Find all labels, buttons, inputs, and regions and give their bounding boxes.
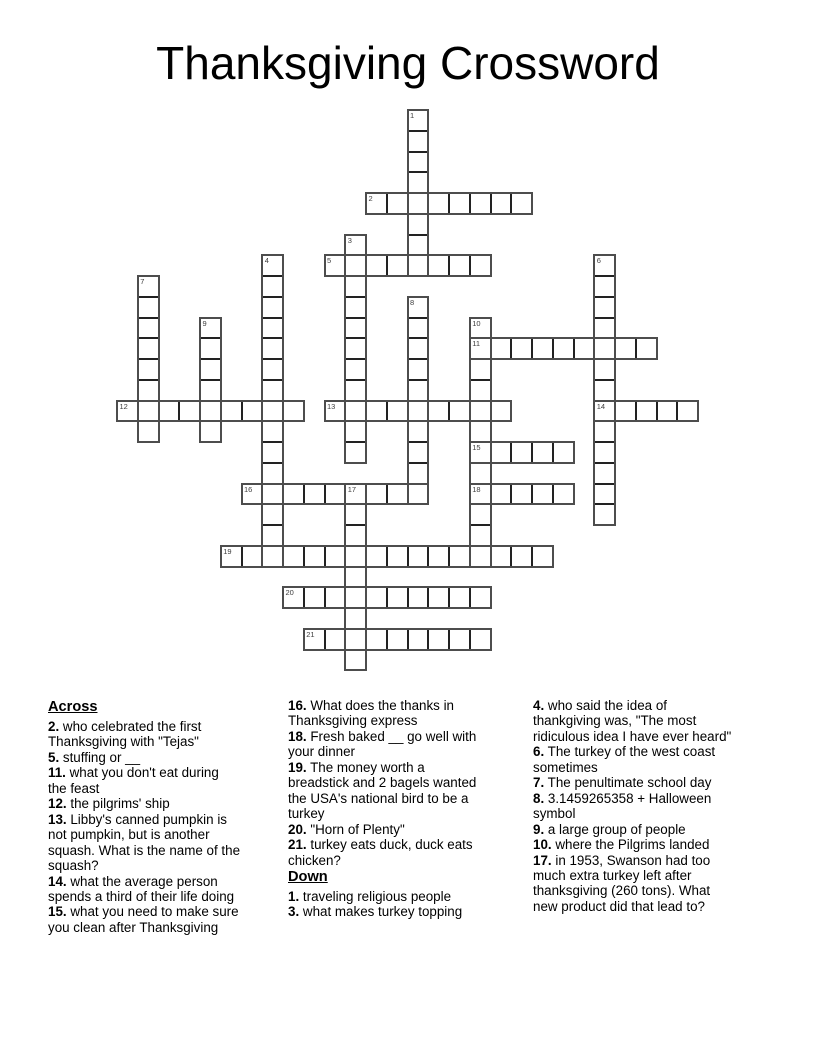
grid-cell[interactable] bbox=[491, 193, 512, 214]
grid-cell[interactable] bbox=[387, 484, 408, 505]
cell-number: 1 bbox=[410, 111, 415, 120]
cell-number: 3 bbox=[347, 235, 352, 245]
grid-cell[interactable] bbox=[138, 338, 159, 359]
clue-3: 3. what makes turkey topping bbox=[288, 904, 463, 920]
grid-cell[interactable] bbox=[366, 255, 387, 276]
grid-cell[interactable] bbox=[470, 380, 491, 401]
cell-number: 14 bbox=[596, 401, 606, 411]
grid-cell[interactable] bbox=[117, 401, 138, 422]
cell-number: 16 bbox=[244, 484, 253, 494]
cell-number: 7 bbox=[140, 277, 145, 286]
clue-20: 20. "Horn of Plenty" bbox=[288, 821, 405, 837]
clue-17: 17. in 1953, Swanson had too much extra turkey left after thanksgiving (260 tons). What new product did that lead to? bbox=[533, 852, 711, 914]
cell-number: 17 bbox=[347, 484, 357, 494]
grid-cell[interactable] bbox=[470, 401, 491, 422]
grid-cell[interactable] bbox=[262, 401, 283, 422]
cell-number: 9 bbox=[202, 318, 207, 328]
grid-cell[interactable] bbox=[262, 525, 283, 546]
grid-cell[interactable] bbox=[408, 110, 429, 131]
cell-number: 5 bbox=[327, 256, 332, 266]
grid-cell[interactable] bbox=[138, 318, 159, 339]
clue-6: 6. The turkey of the west coast sometimes bbox=[533, 744, 716, 775]
grid-cell[interactable] bbox=[408, 193, 429, 214]
grid-cell[interactable] bbox=[325, 401, 346, 422]
grid-cell[interactable] bbox=[594, 297, 615, 318]
grid-cell[interactable] bbox=[387, 629, 408, 650]
clue-10: 10. where the Pilgrims landed bbox=[533, 837, 710, 853]
clue-number: 10. bbox=[533, 837, 552, 853]
grid-cell[interactable] bbox=[553, 338, 574, 359]
grid-cell[interactable] bbox=[636, 401, 657, 422]
grid-cell[interactable] bbox=[345, 442, 366, 463]
grid-cell[interactable] bbox=[615, 401, 636, 422]
grid-cell[interactable] bbox=[262, 318, 283, 339]
clue-number: 12. bbox=[48, 796, 67, 812]
clue-number: 7. bbox=[533, 775, 545, 791]
grid-cell[interactable] bbox=[594, 318, 615, 339]
grid-cell[interactable] bbox=[677, 401, 698, 422]
grid-cell[interactable] bbox=[221, 401, 242, 422]
grid-cell[interactable] bbox=[532, 484, 553, 505]
grid-cell[interactable] bbox=[511, 193, 532, 214]
grid-cell[interactable] bbox=[387, 193, 408, 214]
grid-cell[interactable] bbox=[428, 255, 449, 276]
clue-14: 14. what the average person spends a third of their life doing bbox=[48, 873, 235, 904]
grid-cell[interactable] bbox=[200, 421, 221, 442]
grid-cell[interactable] bbox=[511, 338, 532, 359]
clue-number: 6. bbox=[533, 744, 545, 760]
grid-cell[interactable] bbox=[594, 442, 615, 463]
grid-cell[interactable] bbox=[262, 297, 283, 318]
grid-cell[interactable] bbox=[242, 401, 263, 422]
grid-cell[interactable] bbox=[408, 255, 429, 276]
grid-cell[interactable] bbox=[470, 463, 491, 484]
grid-cell[interactable] bbox=[470, 255, 491, 276]
grid-cell[interactable] bbox=[615, 338, 636, 359]
grid-cell[interactable] bbox=[242, 546, 263, 567]
cell-number: 19 bbox=[223, 546, 232, 556]
grid-cell[interactable] bbox=[345, 338, 366, 359]
grid-cell[interactable] bbox=[594, 276, 615, 297]
clue-number: 20. bbox=[288, 821, 307, 837]
grid-cell[interactable] bbox=[345, 255, 366, 276]
grid-cell[interactable] bbox=[408, 421, 429, 442]
grid-cell[interactable] bbox=[408, 235, 429, 256]
clue-number: 1. bbox=[288, 888, 300, 904]
clue-number: 5. bbox=[48, 749, 60, 765]
grid-cell[interactable] bbox=[262, 442, 283, 463]
grid-cell[interactable] bbox=[366, 587, 387, 608]
grid-cell[interactable] bbox=[594, 463, 615, 484]
grid-cell[interactable] bbox=[511, 442, 532, 463]
grid-cell[interactable] bbox=[138, 359, 159, 380]
clue-number: 11. bbox=[48, 765, 66, 781]
grid-cell[interactable] bbox=[408, 587, 429, 608]
grid-cell[interactable] bbox=[345, 608, 366, 629]
grid-cell[interactable] bbox=[366, 401, 387, 422]
cell-number: 20 bbox=[285, 588, 294, 598]
grid-cell[interactable] bbox=[594, 255, 615, 276]
cell-number: 13 bbox=[327, 401, 336, 411]
grid-cell[interactable] bbox=[262, 359, 283, 380]
cell-number: 10 bbox=[472, 318, 481, 328]
clue-number: 3. bbox=[288, 904, 300, 920]
grid-cell[interactable] bbox=[636, 338, 657, 359]
clue-1: 1. traveling religious people bbox=[288, 888, 452, 904]
grid-cell[interactable] bbox=[387, 546, 408, 567]
grid-cell[interactable] bbox=[408, 484, 429, 505]
grid-cell[interactable] bbox=[553, 442, 574, 463]
grid-cell[interactable] bbox=[491, 546, 512, 567]
clue-column-3 bbox=[533, 698, 762, 914]
clue-number: 2. bbox=[48, 719, 60, 734]
grid-cell[interactable] bbox=[449, 629, 470, 650]
grid-cell[interactable] bbox=[345, 318, 366, 339]
grid-cell[interactable] bbox=[138, 401, 159, 422]
grid-cell[interactable] bbox=[345, 401, 366, 422]
grid-cell[interactable] bbox=[138, 380, 159, 401]
grid-cell[interactable] bbox=[345, 484, 366, 505]
grid-cell[interactable] bbox=[408, 380, 429, 401]
grid-cell[interactable] bbox=[408, 297, 429, 318]
grid-cell[interactable] bbox=[325, 587, 346, 608]
grid-cell[interactable] bbox=[345, 587, 366, 608]
grid-cell[interactable] bbox=[283, 546, 304, 567]
clue-11: 11. what you don't eat during the feast bbox=[48, 765, 219, 796]
grid-cell[interactable] bbox=[262, 276, 283, 297]
grid-cell[interactable] bbox=[345, 567, 366, 588]
across-header: Across bbox=[48, 699, 98, 715]
grid-cell[interactable] bbox=[594, 380, 615, 401]
grid-cell[interactable] bbox=[304, 587, 325, 608]
grid-cell[interactable] bbox=[491, 442, 512, 463]
grid-cell[interactable] bbox=[408, 442, 429, 463]
grid-cell[interactable] bbox=[325, 629, 346, 650]
grid-cell[interactable] bbox=[428, 587, 449, 608]
grid-cell[interactable] bbox=[491, 484, 512, 505]
cell-number: 8 bbox=[410, 297, 415, 307]
grid-cell[interactable] bbox=[200, 359, 221, 380]
grid-cell[interactable] bbox=[345, 380, 366, 401]
grid-cell[interactable] bbox=[594, 338, 615, 359]
clue-15: 15. what you need to make sure you clean after Thanksgiving bbox=[48, 904, 239, 935]
grid-cell[interactable] bbox=[325, 546, 346, 567]
grid-cell[interactable] bbox=[200, 380, 221, 401]
grid-cell[interactable] bbox=[345, 359, 366, 380]
grid-cell[interactable] bbox=[159, 401, 180, 422]
grid-cell[interactable] bbox=[470, 587, 491, 608]
puzzle-title: Thanksgiving Crossword bbox=[156, 37, 660, 89]
grid-cell[interactable] bbox=[345, 276, 366, 297]
clue-4: 4. who said the idea of thankgiving was, "The most ridiculous idea I have ever heard" bbox=[533, 698, 732, 744]
clue-number: 21. bbox=[288, 837, 307, 853]
grid-cell[interactable] bbox=[594, 421, 615, 442]
grid-cell[interactable] bbox=[574, 338, 595, 359]
grid-cell[interactable] bbox=[470, 338, 491, 359]
grid-cell[interactable] bbox=[408, 463, 429, 484]
clue-2: 2. who celebrated the first Thanksgiving with "Tejas" bbox=[48, 719, 202, 750]
grid-cell[interactable] bbox=[366, 484, 387, 505]
grid-cell[interactable] bbox=[138, 297, 159, 318]
grid-cell[interactable] bbox=[345, 546, 366, 567]
grid-cell[interactable] bbox=[387, 401, 408, 422]
cell-number: 18 bbox=[472, 484, 481, 494]
grid-cell[interactable] bbox=[304, 484, 325, 505]
grid-cell[interactable] bbox=[408, 401, 429, 422]
cell-number: 11 bbox=[472, 339, 481, 349]
clue-18: 18. Fresh baked __ go well with your dinner bbox=[288, 728, 477, 760]
grid-cell[interactable] bbox=[594, 401, 615, 422]
clue-5: 5. stuffing or __ bbox=[48, 749, 141, 765]
grid-cell[interactable] bbox=[511, 546, 532, 567]
grid-cell[interactable] bbox=[408, 338, 429, 359]
clue-number: 4. bbox=[533, 698, 545, 713]
grid-cell[interactable] bbox=[470, 546, 491, 567]
clue-12: 12. the pilgrims' ship bbox=[48, 796, 170, 812]
grid-cell[interactable] bbox=[325, 484, 346, 505]
grid-cell[interactable] bbox=[511, 484, 532, 505]
grid-cell[interactable] bbox=[532, 338, 553, 359]
grid-cell[interactable] bbox=[366, 629, 387, 650]
grid-cell[interactable] bbox=[345, 297, 366, 318]
grid-cell[interactable] bbox=[221, 546, 242, 567]
grid-cell[interactable] bbox=[470, 629, 491, 650]
grid-cell[interactable] bbox=[262, 484, 283, 505]
clue-column-1 bbox=[48, 698, 277, 935]
grid-cell[interactable] bbox=[408, 318, 429, 339]
grid-cell[interactable] bbox=[262, 463, 283, 484]
grid-cell[interactable] bbox=[262, 255, 283, 276]
grid-cell[interactable] bbox=[242, 484, 263, 505]
grid-cell[interactable] bbox=[594, 359, 615, 380]
clue-number: 8. bbox=[533, 790, 545, 806]
grid-cell[interactable] bbox=[200, 401, 221, 422]
clue-8: 8. 3.1459265358 + Halloween symbol bbox=[533, 790, 712, 822]
grid-cell[interactable] bbox=[470, 442, 491, 463]
cell-number: 6 bbox=[596, 256, 601, 266]
grid-cell[interactable] bbox=[532, 442, 553, 463]
grid-cell[interactable] bbox=[138, 276, 159, 297]
clue-column-2 bbox=[288, 698, 517, 920]
grid-cell[interactable] bbox=[428, 546, 449, 567]
grid-cell[interactable] bbox=[408, 131, 429, 152]
grid-cell[interactable] bbox=[532, 546, 553, 567]
grid-cell[interactable] bbox=[345, 421, 366, 442]
clue-number: 14. bbox=[48, 873, 67, 889]
grid-cell[interactable] bbox=[304, 629, 325, 650]
grid-cell[interactable] bbox=[408, 214, 429, 235]
grid-cell[interactable] bbox=[470, 193, 491, 214]
grid-cell[interactable] bbox=[470, 421, 491, 442]
clue-21: 21. turkey eats duck, duck eats chicken? bbox=[288, 837, 473, 868]
grid-cell[interactable] bbox=[449, 193, 470, 214]
grid-cell[interactable] bbox=[408, 629, 429, 650]
clue-number: 17. bbox=[533, 852, 552, 868]
grid-cell[interactable] bbox=[262, 421, 283, 442]
grid-cell[interactable] bbox=[657, 401, 678, 422]
grid-cell[interactable] bbox=[200, 338, 221, 359]
cell-number: 21 bbox=[306, 629, 315, 639]
clue-19: 19. The money worth a breadstick and 2 bagels wanted the USA's national bird to be a turkey bbox=[288, 759, 477, 822]
clue-7: 7. The penultimate school day bbox=[533, 775, 712, 791]
grid-cell[interactable] bbox=[449, 401, 470, 422]
grid-cell[interactable] bbox=[408, 546, 429, 567]
cell-number: 2 bbox=[368, 194, 373, 203]
grid-cell[interactable] bbox=[345, 650, 366, 671]
grid-cell[interactable] bbox=[283, 587, 304, 608]
clue-number: 16. bbox=[288, 698, 307, 713]
grid-cell[interactable] bbox=[470, 318, 491, 339]
clue-number: 19. bbox=[288, 759, 307, 775]
clue-number: 18. bbox=[288, 728, 307, 744]
clue-9: 9. a large group of people bbox=[533, 821, 686, 837]
grid-cell[interactable] bbox=[366, 193, 387, 214]
grid-cell[interactable] bbox=[345, 504, 366, 525]
grid-cell[interactable] bbox=[345, 235, 366, 256]
grid-cell[interactable] bbox=[345, 525, 366, 546]
grid-cell[interactable] bbox=[594, 504, 615, 525]
grid-cell[interactable] bbox=[449, 587, 470, 608]
grid-cell[interactable] bbox=[283, 484, 304, 505]
grid-cell[interactable] bbox=[470, 504, 491, 525]
grid-cell[interactable] bbox=[470, 359, 491, 380]
grid-cell[interactable] bbox=[283, 401, 304, 422]
grid-cell[interactable] bbox=[325, 255, 346, 276]
cell-number: 15 bbox=[472, 443, 481, 452]
grid-cell[interactable] bbox=[449, 255, 470, 276]
grid-cell[interactable] bbox=[179, 401, 200, 422]
cell-number: 4 bbox=[264, 256, 269, 266]
down-header: Down bbox=[288, 868, 328, 885]
grid-cell[interactable] bbox=[262, 338, 283, 359]
grid-cell[interactable] bbox=[262, 504, 283, 525]
grid-cell[interactable] bbox=[387, 255, 408, 276]
grid-cell[interactable] bbox=[387, 587, 408, 608]
grid-cell[interactable] bbox=[408, 152, 429, 173]
grid-cell[interactable] bbox=[262, 380, 283, 401]
grid-cell[interactable] bbox=[594, 484, 615, 505]
grid-cell[interactable] bbox=[304, 546, 325, 567]
grid-cell[interactable] bbox=[200, 318, 221, 339]
grid-cell[interactable] bbox=[428, 193, 449, 214]
grid-cell[interactable] bbox=[470, 484, 491, 505]
grid-cell[interactable] bbox=[408, 172, 429, 193]
clue-16: 16. What does the thanks in Thanksgiving express bbox=[288, 698, 455, 729]
clue-13: 13. Libby's canned pumpkin is not pumpkin, but is another squash. What is the name of the squash? bbox=[48, 811, 241, 874]
grid-cell[interactable] bbox=[553, 484, 574, 505]
grid-cell[interactable] bbox=[428, 401, 449, 422]
grid-cell[interactable] bbox=[138, 421, 159, 442]
grid-cell[interactable] bbox=[408, 359, 429, 380]
grid-cell[interactable] bbox=[491, 401, 512, 422]
grid-cell[interactable] bbox=[491, 338, 512, 359]
grid-cell[interactable] bbox=[366, 546, 387, 567]
clue-number: 15. bbox=[48, 904, 67, 920]
grid-cell[interactable] bbox=[449, 546, 470, 567]
clue-number: 9. bbox=[533, 821, 545, 837]
grid-cell[interactable] bbox=[345, 629, 366, 650]
grid-cell[interactable] bbox=[428, 629, 449, 650]
grid-cell[interactable] bbox=[262, 546, 283, 567]
clue-number: 13. bbox=[48, 811, 67, 827]
cell-number: 12 bbox=[119, 401, 128, 411]
grid-cell[interactable] bbox=[470, 525, 491, 546]
